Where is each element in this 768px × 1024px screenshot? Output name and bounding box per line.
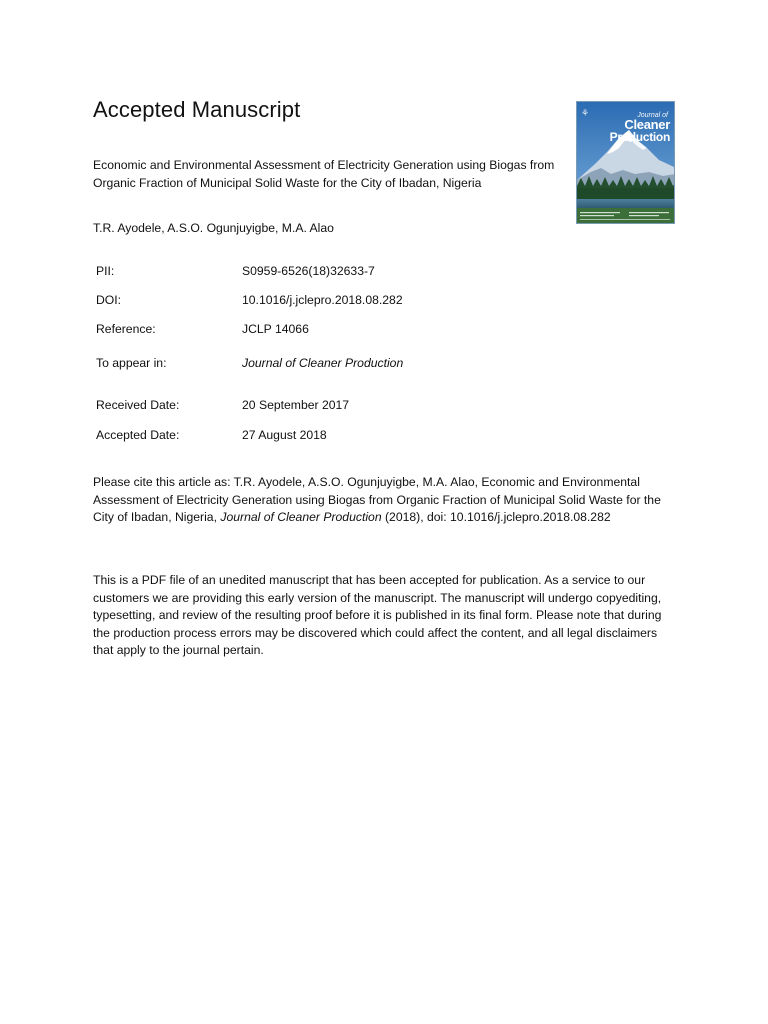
accepted-date-label: Accepted Date:	[96, 428, 180, 442]
pii-value: S0959-6526(18)32633-7	[242, 264, 375, 278]
disclaimer-paragraph: This is a PDF file of an unedited manuscript that has been accepted for publication. As a service to our customers we are providing this early version of the manuscript. The manuscript will undergo copyediting, typesetting, and review of the resulting proof before it is published in its final form. Please note that during the production process errors may be discovered which could affect the content, and all legal disclaimers that apply to the journal pertain.	[93, 573, 662, 658]
cover-title-line1: Cleaner	[624, 117, 670, 132]
journal-cover-image	[576, 101, 675, 224]
article-title: Economic and Environmental Assessment of Electricity Generation using Biogas from Organic Fraction of Municipal Solid Waste for the City of Ibadan, Nigeria	[93, 158, 555, 190]
cover-title-line2: Production	[609, 130, 670, 144]
publisher-logo-icon: ⚘	[581, 108, 590, 118]
citation-journal: Journal of Cleaner Production	[220, 510, 382, 525]
pii-label: PII:	[96, 264, 115, 278]
citation-prefix: Please cite this article as: T.R. Ayodele, A.S.O. Ogunjuyigbe, M.A. Alao, Economic and Environmental Assessment of Electricity Generation using Biogas from Organic Fraction of Municipal Solid Waste for the City of Ibadan, Nigeria,	[93, 475, 661, 525]
doi-label: DOI:	[96, 293, 122, 307]
appear-in-label: To appear in:	[96, 356, 167, 370]
article-authors: T.R. Ayodele, A.S.O. Ogunjuyigbe, M.A. Alao	[93, 221, 334, 235]
reference-value: JCLP 14066	[242, 322, 309, 336]
page-heading: Accepted Manuscript	[93, 97, 301, 122]
doi-value[interactable]: 10.1016/j.jclepro.2018.08.282	[242, 293, 403, 307]
received-date-value: 20 September 2017	[242, 398, 350, 412]
citation-paragraph	[93, 474, 673, 527]
accepted-date-value: 27 August 2018	[242, 428, 327, 442]
reference-label: Reference:	[96, 322, 156, 336]
received-date-label: Received Date:	[96, 398, 180, 412]
appear-in-value: Journal of Cleaner Production	[242, 356, 404, 370]
cover-journal-of: Journal of	[637, 112, 668, 119]
citation-suffix: (2018), doi: 10.1016/j.jclepro.2018.08.282	[381, 510, 611, 525]
